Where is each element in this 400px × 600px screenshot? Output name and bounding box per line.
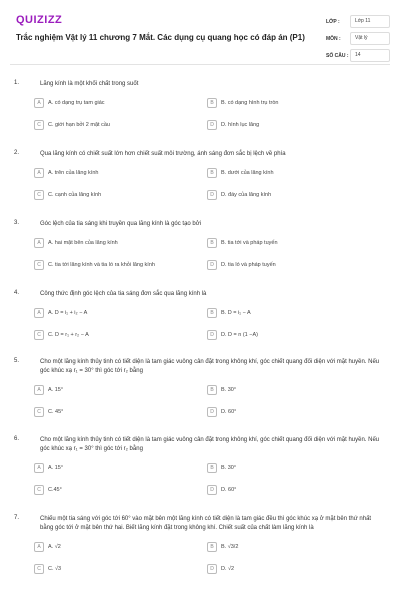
- meta-label: LỚP :: [326, 18, 340, 25]
- meta-row-subject: [326, 31, 390, 46]
- option-c[interactable]: [34, 327, 207, 343]
- question-text: Cho một lăng kính thủy tinh có tiết diện là tam giác vuông cân đặt trong không khí, góc chiết quang đối diện với mặt huyền. Nếu góc khúc xạ r₁ = 30° thì góc tới r₂ bằng: [40, 437, 380, 452]
- option-letter: D: [207, 407, 217, 417]
- option-a[interactable]: [34, 95, 207, 111]
- header-divider: [10, 64, 390, 65]
- option-text: C. 45°: [48, 409, 64, 415]
- question-number: 7.: [14, 515, 20, 521]
- option-b[interactable]: [207, 165, 380, 181]
- option-text: B. tia tới và pháp tuyến: [221, 240, 278, 246]
- options-list: [34, 299, 380, 343]
- option-letter: C: [34, 330, 44, 340]
- option-text: D. D = n (1 −A): [221, 332, 258, 338]
- option-d[interactable]: [207, 404, 380, 420]
- option-a[interactable]: [34, 305, 207, 321]
- option-a[interactable]: [34, 460, 207, 476]
- question-number: 2.: [14, 150, 20, 156]
- option-b[interactable]: [207, 305, 380, 321]
- option-letter: C: [34, 120, 44, 130]
- options-list: [34, 89, 380, 133]
- option-letter: C: [34, 485, 44, 495]
- option-text: D. đáy của lăng kính: [221, 192, 272, 198]
- question-number: 6.: [14, 436, 20, 442]
- meta-value-count: 14: [350, 49, 390, 62]
- option-letter: B: [207, 238, 217, 248]
- option-letter: C: [34, 260, 44, 270]
- option-d[interactable]: [207, 561, 380, 577]
- question-3: [14, 220, 386, 273]
- option-letter: A: [34, 463, 44, 473]
- question-text: Công thức định góc lệch của tia sáng đơn sắc qua lăng kính là: [40, 291, 207, 297]
- question-6: [14, 436, 386, 498]
- header: [0, 0, 400, 70]
- option-a[interactable]: [34, 165, 207, 181]
- option-letter: B: [207, 98, 217, 108]
- question-text: Góc lệch của tia sáng khi truyền qua lăng kính là góc tạo bởi: [40, 221, 202, 227]
- option-c[interactable]: [34, 117, 207, 133]
- option-b[interactable]: [207, 460, 380, 476]
- option-letter: B: [207, 463, 217, 473]
- options-list: [34, 533, 380, 577]
- option-text: B. 30°: [221, 387, 237, 393]
- option-letter: D: [207, 485, 217, 495]
- meta-panel: [326, 14, 390, 65]
- option-c[interactable]: [34, 404, 207, 420]
- option-letter: D: [207, 190, 217, 200]
- option-letter: A: [34, 542, 44, 552]
- option-d[interactable]: [207, 117, 380, 133]
- option-text: C.45°: [48, 487, 62, 493]
- question-number: 3.: [14, 220, 20, 226]
- option-text: A. 15°: [48, 387, 64, 393]
- meta-row-count: [326, 48, 390, 63]
- option-text: A. có dạng trụ tam giác: [48, 100, 105, 106]
- quizizz-logo[interactable]: QUIZIZZ: [16, 14, 63, 26]
- option-letter: C: [34, 564, 44, 574]
- meta-row-grade: [326, 14, 390, 29]
- option-b[interactable]: [207, 235, 380, 251]
- option-text: D. hình lục lăng: [221, 122, 260, 128]
- option-letter: B: [207, 168, 217, 178]
- option-letter: D: [207, 330, 217, 340]
- question-5: [14, 358, 386, 420]
- option-b[interactable]: [207, 539, 380, 555]
- option-text: B. có dạng hình trụ tròn: [221, 100, 279, 106]
- option-text: C. tia tới lăng kính và tia ló ra khỏi lăng kính: [48, 262, 155, 268]
- option-d[interactable]: [207, 257, 380, 273]
- option-letter: A: [34, 308, 44, 318]
- option-text: C. √3: [48, 566, 62, 572]
- option-d[interactable]: [207, 327, 380, 343]
- option-c[interactable]: [34, 482, 207, 498]
- option-c[interactable]: [34, 561, 207, 577]
- meta-label: SỐ CÂU :: [326, 52, 349, 59]
- option-d[interactable]: [207, 482, 380, 498]
- question-7: [14, 515, 386, 577]
- option-b[interactable]: [207, 382, 380, 398]
- option-c[interactable]: [34, 257, 207, 273]
- options-list: [34, 376, 380, 420]
- question-2: [14, 150, 386, 203]
- question-text: Qua lăng kính có chiết suất lớn hơn chiết suất môi trường, ánh sáng đơn sắc bị lệch về phía: [40, 151, 286, 157]
- option-letter: A: [34, 385, 44, 395]
- meta-value-subject: Vật lý: [350, 32, 390, 45]
- option-text: C. D = r₁ + r₂ − A: [48, 332, 89, 338]
- options-list: [34, 229, 380, 273]
- option-text: A. hai mặt bên của lăng kính: [48, 240, 118, 246]
- option-text: D. 60°: [221, 487, 237, 493]
- option-text: D. √2: [221, 566, 235, 572]
- option-letter: A: [34, 238, 44, 248]
- option-letter: D: [207, 260, 217, 270]
- question-text: Lăng kính là một khối chất trong suốt: [40, 81, 139, 87]
- option-d[interactable]: [207, 187, 380, 203]
- options-list: [34, 159, 380, 203]
- option-letter: B: [207, 385, 217, 395]
- question-4: [14, 290, 386, 343]
- option-text: B. √3/2: [221, 544, 239, 550]
- option-text: B. D = i₁ − A: [221, 310, 251, 316]
- page-title: Trắc nghiệm Vật lý 11 chương 7 Mắt. Các dụng cụ quang học có đáp án (P1): [16, 33, 305, 42]
- option-text: A. √2: [48, 544, 61, 550]
- option-letter: A: [34, 98, 44, 108]
- meta-value-grade: Lớp 11: [350, 15, 390, 28]
- option-text: B. 30°: [221, 465, 237, 471]
- option-text: D. 60°: [221, 409, 237, 415]
- option-text: C. cạnh của lăng kính: [48, 192, 102, 198]
- option-letter: A: [34, 168, 44, 178]
- question-number: 4.: [14, 290, 20, 296]
- option-text: B. dưới của lăng kính: [221, 170, 274, 176]
- question-number: 1.: [14, 80, 20, 86]
- option-text: C. giới hạn bởi 2 mặt cầu: [48, 122, 110, 128]
- meta-label: MÔN :: [326, 35, 341, 42]
- option-letter: B: [207, 308, 217, 318]
- option-letter: D: [207, 564, 217, 574]
- option-b[interactable]: [207, 95, 380, 111]
- question-text: Chiếu một tia sáng với góc tới 60° vào mặt bên một lăng kính có tiết diện là tam giác đều thì góc khúc xạ ở mặt bên thứ nhất bằng góc tới ở mặt bên thứ hai. Biết lăng kính đặt trong không khí. Chiết suất của chất làm lăng kính là: [40, 516, 372, 531]
- option-letter: C: [34, 407, 44, 417]
- option-letter: B: [207, 542, 217, 552]
- option-letter: D: [207, 120, 217, 130]
- option-c[interactable]: [34, 187, 207, 203]
- option-text: A. D = i₁ + i₂ − A: [48, 310, 88, 316]
- option-text: D. tia ló và pháp tuyến: [221, 262, 276, 268]
- option-a[interactable]: [34, 382, 207, 398]
- option-text: A. trên của lăng kính: [48, 170, 99, 176]
- question-text: Cho một lăng kính thủy tinh có tiết diện là tam giác vuông cân đặt trong không khí, góc chiết quang đối diện với mặt huyền. Nếu góc khúc xạ r₁ = 30° thì góc tới r₂ bằng: [40, 359, 380, 374]
- option-text: A. 15°: [48, 465, 64, 471]
- options-list: [34, 454, 380, 498]
- question-1: [14, 80, 386, 133]
- option-a[interactable]: [34, 235, 207, 251]
- option-letter: C: [34, 190, 44, 200]
- question-number: 5.: [14, 358, 20, 364]
- option-a[interactable]: [34, 539, 207, 555]
